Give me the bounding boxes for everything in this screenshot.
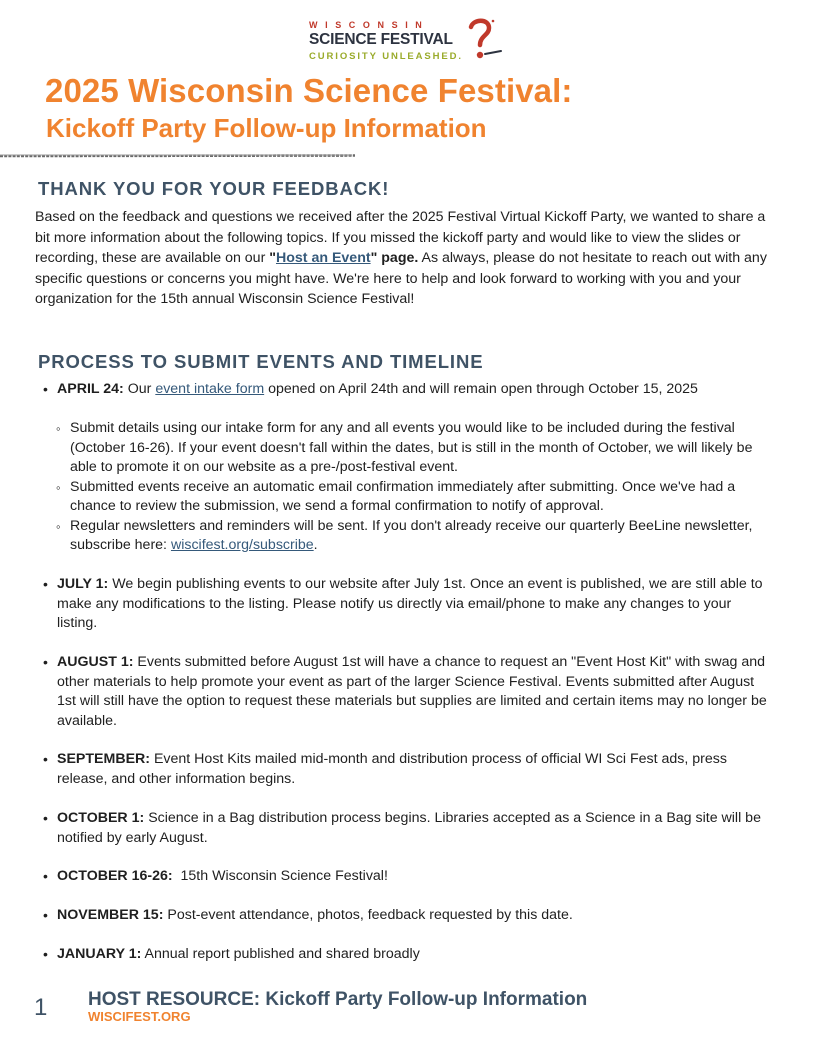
timeline-item-november: • NOVEMBER 15: Post-event attendance, photos, feedback requested by this date. <box>57 906 772 926</box>
timeline-subitem-newsletter: ◦ Regular newsletters and reminders will be sent. If you don't already receive our quarterly BeeLine newsletter, subscribe here: wiscifest.org/subscribe. <box>70 517 775 556</box>
subscribe-link[interactable]: wiscifest.org/subscribe <box>170 537 314 553</box>
logo-wisconsin: WISCONSIN <box>309 20 430 30</box>
event-intake-form-link[interactable]: event intake form <box>155 381 265 397</box>
feedback-paragraph: Based on the feedback and questions we received after the 2025 Festival Virtual Kickoff Party, we wanted to share a bit more information about the following topics. If you missed the kickoff party and would like to view the slides or recording, these are available on our "Host an Event" page. As always, please do not hesitate to reach out with any specific questions or concerns you might have. We're here to help and look forward to working with you and your organization for the 15th annual Wisconsin Science Festival! <box>35 209 767 307</box>
page-subtitle: Kickoff Party Follow-up Information <box>46 113 487 143</box>
timeline-subitem-confirmation: ◦ Submitted events receive an automatic email confirmation immediately after submitting. Once we've had a chance to review the submission, we send a formal confirmation to notify of approval. <box>70 478 775 517</box>
festival-logo <box>307 18 507 64</box>
host-an-event-link[interactable]: Host an Event <box>275 250 371 266</box>
brush-divider <box>0 153 360 159</box>
page-number: 1 <box>34 994 48 1021</box>
timeline-item-september: • SEPTEMBER: Event Host Kits mailed mid-month and distribution process of official WI Sci Fest ads, press release, and other information begins. <box>57 750 772 789</box>
logo-science-festival: SCIENCE FESTIVAL <box>309 31 453 48</box>
timeline-item-august: • AUGUST 1: Events submitted before August 1st will have a chance to request an "Event Host Kit" with swag and other materials to help promote your event as part of the larger Science Festival. Events submitted after August 1st will still have the option to request these materials but supplies are limited and certain items may no longer be available. <box>57 653 772 731</box>
timeline-item-january: • JANUARY 1: Annual report published and shared broadly <box>57 945 772 965</box>
footer-title: HOST RESOURCE: Kickoff Party Follow-up Information <box>88 989 588 1010</box>
footer-url[interactable]: WISCIFEST.ORG <box>88 1009 191 1024</box>
timeline-subitem-intake: ◦ Submit details using our intake form for any and all events you would like to be included during the festival (October 16-26). If your event doesn't fall within the dates, but is still in the month of October, we will likely be able to promote it on our website as a pre-/post-festival event. <box>70 419 775 478</box>
feedback-heading: THANK YOU FOR YOUR FEEDBACK! <box>38 178 390 199</box>
timeline-item-october-1: • OCTOBER 1: Science in a Bag distribution process begins. Libraries accepted as a Science in a Bag site will be notified by early August. <box>57 809 772 848</box>
logo-tagline: CURIOSITY UNLEASHED. <box>309 51 463 62</box>
process-heading: PROCESS TO SUBMIT EVENTS AND TIMELINE <box>38 351 484 372</box>
timeline-item-october-16: • OCTOBER 16-26: 15th Wisconsin Science Festival! <box>57 867 772 887</box>
question-mark-icon <box>465 18 505 64</box>
timeline-item-april: • APRIL 24: Our event intake form opened on April 24th and will remain open through October 15, 2025 <box>57 380 772 400</box>
timeline-item-july: • JULY 1: We begin publishing events to our website after July 1st. Once an event is published, we are still able to make any modifications to the listing. Please notify us directly via email/phone to make any changes to your listing. <box>57 575 772 634</box>
page-title: 2025 Wisconsin Science Festival: <box>45 72 573 109</box>
